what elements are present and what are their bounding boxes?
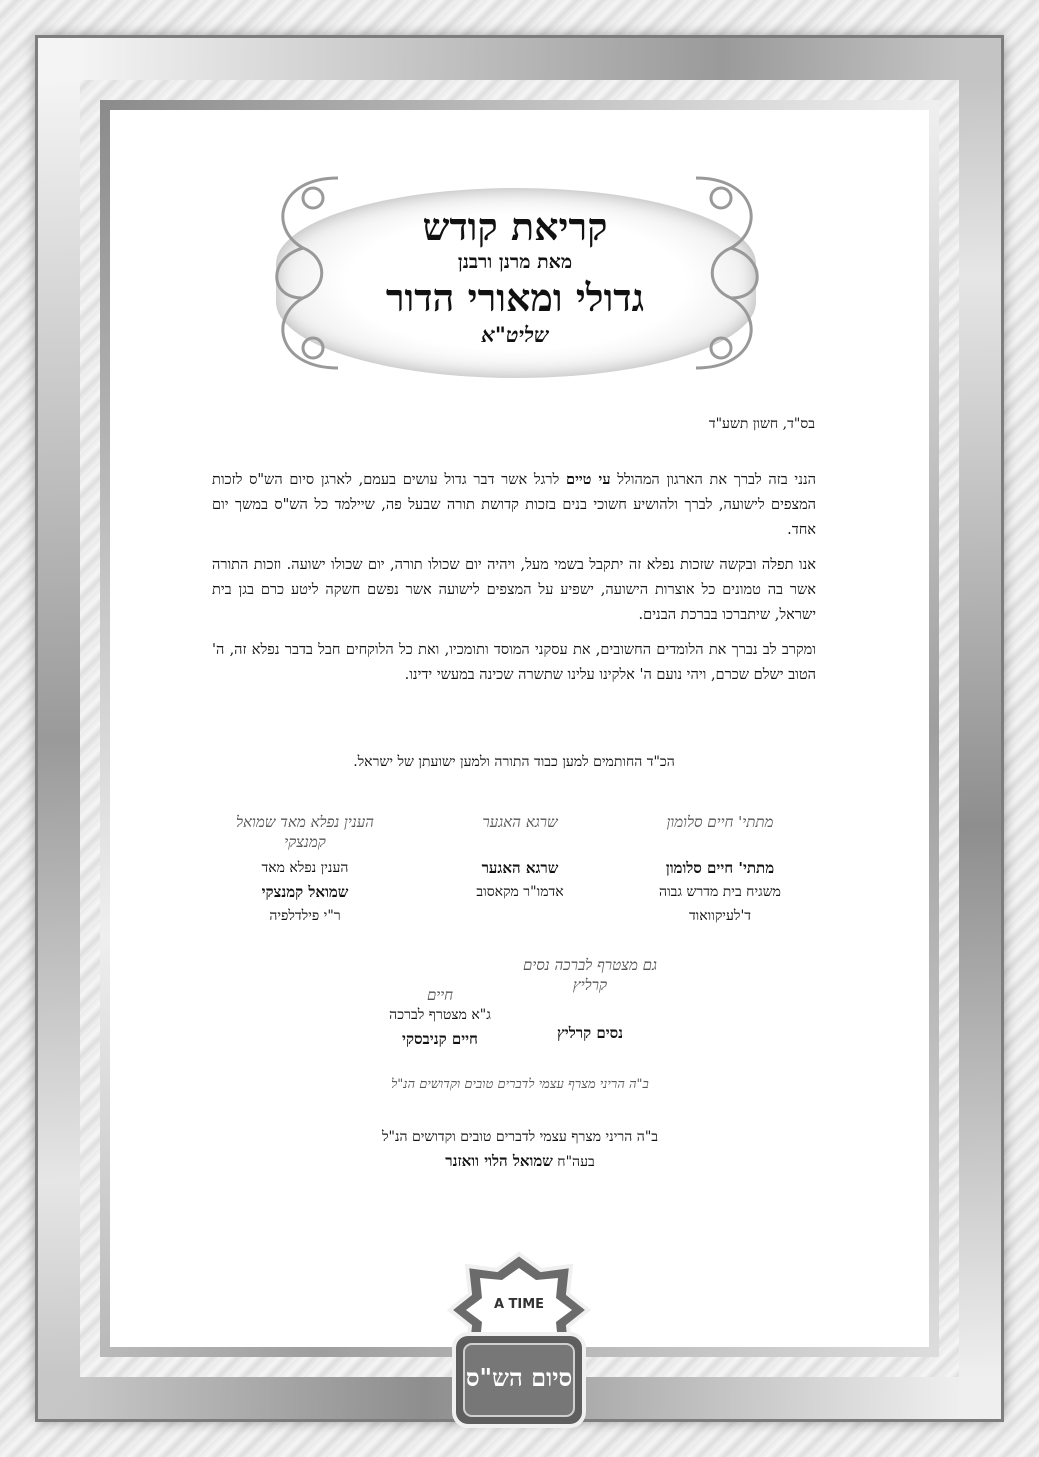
seal-main-text: סיום הש"ס [465,1363,573,1392]
closing-line: הכ"ד החותמים למען כבוד התורה ולמען ישועתן של ישראל. [353,754,675,770]
signer-title: משגיח בית מדרש גבוה [659,884,781,900]
handwritten-signature: שרגא האגער [482,813,558,831]
signer-name: שרגא האגער [481,859,559,877]
signer-note: הענין נפלא מאד [261,860,349,876]
siyum-logo-icon [446,1250,592,1430]
paragraph-1: הנני בזה לברך את הארגון המהולל עי טיים לרגל אשר דבר גדול עושים בעמם, לארגן סיום הש"ס לזכות המצפים לישועה, לברך ולהושיע חשוכי בנים בזכות קדושת תורה שבעל פה, שיילמד כל הש"ס במשך יום אחד. [212,471,816,538]
letter-body [212,467,816,698]
handwritten-signature: מתתי' חיים סלומון [666,813,774,831]
signer-name: שמואל קמנצקי [261,883,349,901]
signature-kamenetsky [215,812,395,928]
letter-date: בס"ד, חשון תשע"ד [708,416,815,432]
handwritten-signature: הענין נפלא מאד שמואל קמנצקי [236,813,374,851]
signer-title-2: ד'לעיקוואוד [688,908,752,924]
signer-name: חיים קניבסקי [402,1030,478,1048]
signer-title: אדמו"ר מקאסוב [476,884,564,900]
organization-name: עי טיים [566,471,611,488]
signer-prefix: בעה"ח [557,1154,595,1170]
signer-title: ר"י פילדלפיה [269,908,341,924]
signature-wosner [320,1075,720,1174]
handwritten-signature: חיים [426,986,454,1004]
seal-top-text: A TIME [493,1297,545,1312]
signature-hager [440,812,600,904]
signature-kanievsky [370,985,510,1051]
signer-name: מתתי' חיים סלומון [665,859,775,877]
paragraph-2: אנו תפלה ובקשה שזכות נפלא זה יתקבל בשמי מעל, ויהיה יום שכולו תורה, יום שכולו ישועה. וזכות התורה אשר בה טמונים כל אוצרות הישועה, ישפיע על המצפים לישועה אשר נפשם חשקה ליטע כרם בגן בית ישראל, שיתברכו בברכת הבנים. [212,557,816,623]
title-shlita: שליט"א [481,322,549,347]
paragraph-3: ומקרב לב נברך את הלומדים החשובים, את עסקני המוסד ותומכיו, ואת כל הלוקחים חבל בדבר נפלא זה, ה' הטוב ישלם שכרם, ויהי נועם ה' אלקינו עלינו שתשרה שכינה במעשי ידינו. [212,642,816,683]
signer-name: שמואל הלוי וואזנר [445,1152,553,1170]
signer-note: ג"א מצטרף לברכה [389,1007,491,1023]
title-block [300,205,730,349]
title-from: מאת מרנן ורבנן [457,251,573,273]
signer-note: ב"ה הריני מצרף עצמי לדברים טובים וקדושים הנ"ל [381,1129,658,1145]
signature-karelitz [520,955,660,1045]
signer-name: נסים קרליץ [556,1024,624,1042]
handwritten-signature: גם מצטרף לברכה נסים קרליץ [522,956,657,994]
signature-solomon [640,812,800,928]
handwritten-signature: ב"ה הריני מצרף עצמי לדברים טובים וקדושים הנ"ל [391,1077,649,1092]
title-main: קריאת קודש [422,204,608,249]
title-greats: גדולי ומאורי הדור [385,275,645,320]
